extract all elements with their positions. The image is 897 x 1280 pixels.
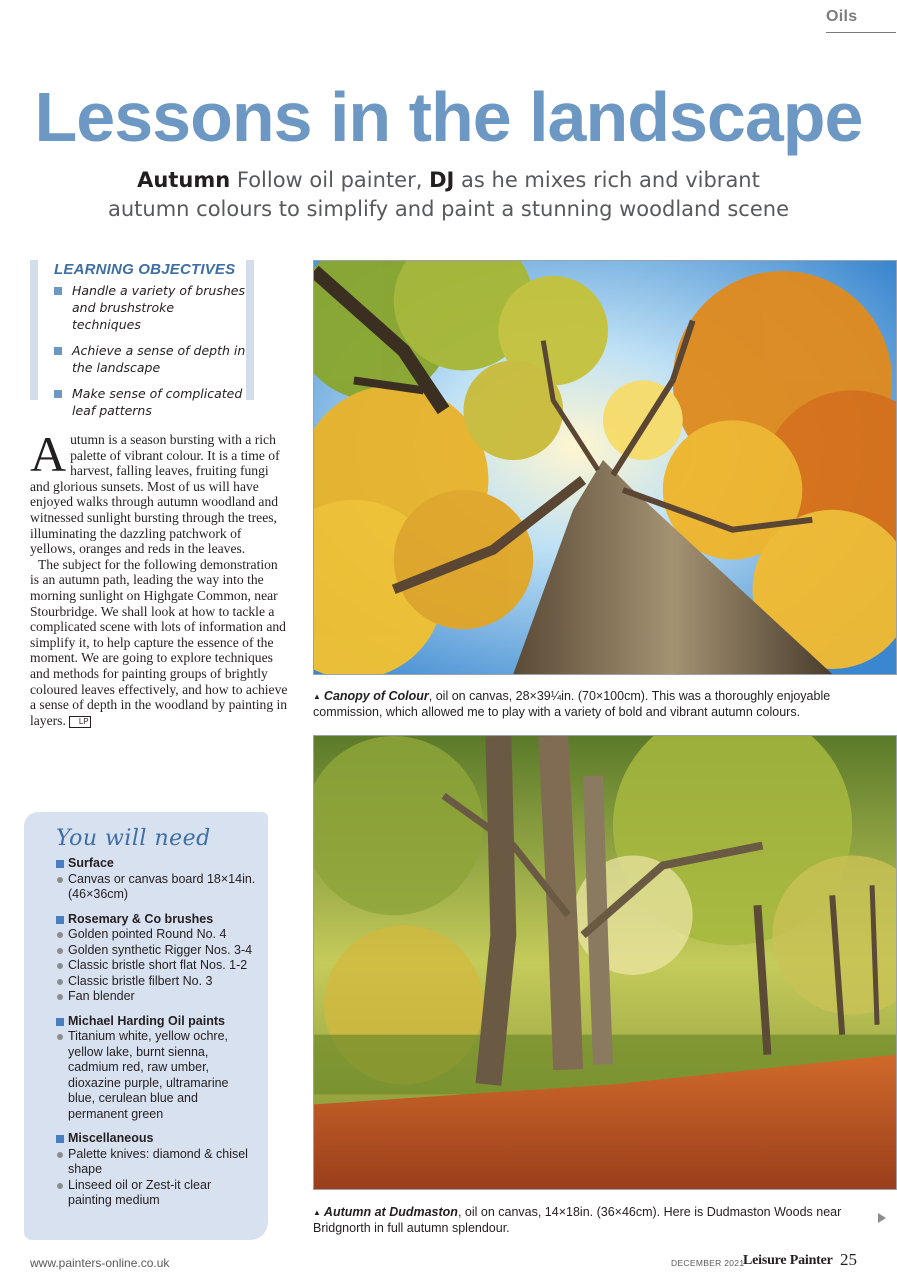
dot-bullet-icon: [57, 1152, 63, 1158]
caption-text: , oil on canvas, 28×39¼in. (70×100cm). This was a thoroughly enjoyable commission, which allowed me to play with a variety of bold and vibrant autumn colours.: [313, 689, 831, 719]
materials-item: Linseed oil or Zest-it clear painting medium: [56, 1178, 256, 1209]
materials-item: Golden synthetic Rigger Nos. 3-4: [56, 943, 256, 959]
paragraph-text: utumn is a season bursting with a rich palette of vibrant colour. It is a time of harvest, falling leaves, fruiting fungi and glorious sunsets. Most of us will have enjoyed walks through autumn woodland and witnessed sunlight bursting through the trees, illuminating the dazzling patchwork of yellows, oranges and reds in the leaves.: [30, 432, 280, 557]
materials-heading: Rosemary & Co brushes: [56, 912, 256, 928]
paragraph-text: The subject for the following demonstration is an autumn path, leading the way into the morning sunlight on Highgate Common, near Stourbridge. We shall look at how to tackle a complicated scene with lots of information and simplify it, to help capture the essence of the moment. We are going to explore techniques and methods for painting groups of brightly coloured leaves effectively, and how to achieve a sense of depth in the woodland by painting in layers.: [30, 556, 288, 728]
square-bullet-icon: [56, 916, 64, 924]
square-bullet-icon: [56, 860, 64, 868]
caption-autumn-at-dudmaston: [313, 1205, 843, 1236]
caption-title: Autumn at Dudmaston: [323, 1205, 458, 1219]
materials-group-misc: [56, 1131, 256, 1209]
objective-text: Handle a variety of brushes and brushstroke techniques: [72, 283, 245, 332]
materials-item: Golden pointed Round No. 4: [56, 927, 256, 943]
page-number: 25: [840, 1250, 857, 1269]
dot-bullet-icon: [57, 1183, 63, 1189]
materials-heading: Surface: [56, 856, 256, 872]
continue-arrow-icon: [878, 1213, 886, 1223]
footer-date: DECEMBER 2021: [671, 1258, 745, 1268]
materials-heading: Miscellaneous: [56, 1131, 256, 1147]
materials-item: Fan blender: [56, 989, 256, 1005]
materials-item: Canvas or canvas board 18×14in. (46×36cm): [56, 872, 256, 903]
materials-item: Classic bristle short flat Nos. 1-2: [56, 958, 256, 974]
objective-text: Make sense of complicated leaf patterns: [72, 386, 243, 418]
dot-bullet-icon: [57, 994, 63, 1000]
standfirst-line2: autumn colours to simplify and paint a stunning woodland scene: [107, 197, 789, 221]
footer-url[interactable]: www.painters-online.co.uk: [30, 1256, 170, 1270]
square-bullet-icon: [54, 287, 62, 295]
section-tag: Oils: [826, 8, 896, 33]
materials-item: Classic bristle filbert No. 3: [56, 974, 256, 990]
objective-item: [54, 282, 246, 333]
painting-canopy-of-colour: [313, 260, 897, 675]
dot-bullet-icon: [57, 932, 63, 938]
standfirst-text: Follow oil painter,: [236, 168, 423, 192]
square-bullet-icon: [56, 1135, 64, 1143]
canopy-painting-image: [314, 261, 896, 674]
dot-bullet-icon: [57, 1034, 63, 1040]
caption-canopy-of-colour: [313, 689, 843, 720]
body-paragraph-2: [30, 557, 288, 729]
learning-objectives-box: [30, 260, 254, 418]
caption-title: Canopy of Colour: [323, 689, 429, 703]
materials-item: Titanium white, yellow ochre, yellow lake, burnt sienna, cadmium red, raw umber, dioxazine purple, ultramarine blue, cerulean blue and permanent green: [56, 1029, 256, 1122]
drop-cap: A: [30, 426, 67, 482]
dot-bullet-icon: [57, 979, 63, 985]
dot-bullet-icon: [57, 948, 63, 954]
materials-group-paints: [56, 1014, 256, 1123]
standfirst: [60, 166, 837, 224]
materials-list: [56, 856, 256, 1218]
dot-bullet-icon: [57, 963, 63, 969]
materials-heading: Michael Harding Oil paints: [56, 1014, 256, 1030]
square-bullet-icon: [54, 347, 62, 355]
standfirst-text-end: as he mixes rich and vibrant: [461, 168, 760, 192]
end-mark-icon: LP: [69, 716, 91, 728]
dudmaston-painting-image: [314, 736, 896, 1189]
body-paragraph-1: [30, 426, 288, 557]
you-will-need-title: You will need: [56, 826, 211, 851]
learning-objectives-title: LEARNING OBJECTIVES: [54, 261, 236, 278]
caption-text: , oil on canvas, 14×18in. (36×46cm). Here is Dudmaston Woods near Bridgnorth in full autumn splendour.: [313, 1205, 842, 1235]
triangle-up-icon: ▲: [313, 1208, 321, 1217]
square-bullet-icon: [56, 1018, 64, 1026]
article-body: [30, 426, 288, 728]
materials-group-surface: [56, 856, 256, 903]
learning-objectives-list: [54, 282, 246, 419]
square-bullet-icon: [54, 390, 62, 398]
footer-brand-logo: Leisure Painter: [743, 1253, 833, 1268]
triangle-up-icon: ▲: [313, 692, 321, 701]
objective-item: [54, 385, 246, 419]
objective-text: Achieve a sense of depth in the landscape: [72, 343, 246, 375]
headline: Lessons in the landscape: [34, 78, 863, 156]
materials-item: Palette knives: diamond & chisel shape: [56, 1147, 256, 1178]
painting-autumn-at-dudmaston: [313, 735, 897, 1190]
standfirst-category: Autumn: [137, 168, 231, 192]
dot-bullet-icon: [57, 877, 63, 883]
objective-item: [54, 342, 246, 376]
standfirst-artist: DJ: [429, 168, 455, 192]
materials-group-brushes: [56, 912, 256, 1005]
